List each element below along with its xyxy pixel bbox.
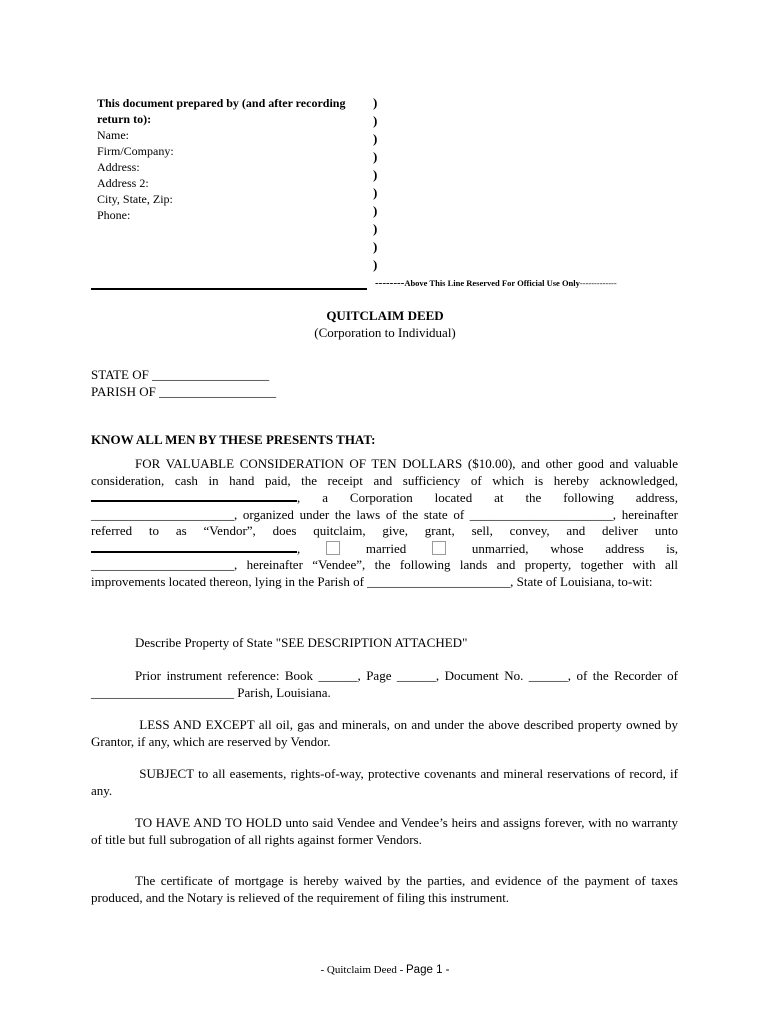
subject-paragraph	[91, 766, 678, 799]
preparer-phone-label: Phone:	[97, 208, 131, 222]
habendum-text: TO HAVE AND TO HOLD unto said Vendee and Vendee’s heirs and assigns forever, with no warranty of title but full subrogation of all rights against former Vendors.	[91, 815, 678, 847]
paren: )	[373, 239, 378, 254]
jurisdiction-block	[91, 366, 276, 400]
less-except-text: LESS AND EXCEPT all oil, gas and minerals, on and under the above described property owned by Grantor, if any, which are reserved by Vendor.	[91, 717, 678, 749]
paren: )	[373, 203, 378, 218]
prior-instrument-paragraph	[91, 668, 678, 701]
preparer-heading: This document prepared by (and after recording return to):	[97, 96, 346, 126]
paren-column	[373, 94, 377, 274]
preparer-city-label: City, State, Zip:	[97, 192, 173, 206]
certificate-paragraph	[91, 873, 678, 906]
paren: )	[373, 131, 378, 146]
reserved-tail: -------------	[579, 278, 617, 288]
consideration-text-2: , a Corporation located at the following address, ______________________, organized under the laws of the state of ______________________, hereinafter referred to as “Vendor”, does quitclaim, give, grant, sell, convey, and deliver unto	[91, 490, 678, 538]
state-line: STATE OF __________________	[91, 367, 270, 382]
consideration-text-1: FOR VALUABLE CONSIDERATION OF TEN DOLLARS ($10.00), and other good and valuable consideration, cash in hand paid, the receipt and sufficiency of which is hereby acknowledged,	[91, 456, 678, 488]
consideration-text-4: unmarried, whose address is, ______________________, hereinafter “Vendee”, the following lands and property, together with all improvements located thereon, lying in the Parish of ______________________, State of Louisiana, to-wit:	[91, 540, 679, 589]
habendum-paragraph	[91, 815, 678, 848]
page-footer	[0, 964, 770, 976]
footer-page-number: Page 1 -	[406, 964, 450, 976]
prior-instrument-text: Prior instrument reference: Book ______, Page ______, Document No. ______, of the Recorder of ______________________ Parish, Louisiana.	[91, 668, 678, 700]
parish-line: PARISH OF __________________	[91, 384, 277, 399]
preparer-address2-label: Address 2:	[97, 176, 149, 190]
married-label: married	[365, 540, 407, 556]
preparer-firm-label: Firm/Company:	[97, 144, 174, 158]
paren: )	[373, 113, 378, 128]
paren: )	[373, 221, 378, 236]
reserved-notice	[375, 277, 617, 289]
reserved-lead: --------	[375, 277, 405, 289]
footer-doc-name: - Quitclaim Deed -	[320, 964, 407, 976]
unmarried-checkbox[interactable]	[432, 541, 446, 555]
preparer-block	[97, 95, 367, 223]
vendor-name-blank[interactable]	[91, 489, 297, 502]
paren: )	[373, 95, 378, 110]
describe-paragraph	[91, 635, 678, 652]
vendee-name-blank[interactable]	[91, 540, 297, 553]
preparer-address-label: Address:	[97, 160, 140, 174]
paren: )	[373, 257, 378, 272]
paren: )	[373, 185, 378, 200]
consideration-text-3: ,	[297, 540, 301, 556]
preparer-signature-line	[91, 288, 367, 290]
describe-text: Describe Property of State "SEE DESCRIPTION ATTACHED"	[135, 635, 468, 650]
know-all-men-heading: KNOW ALL MEN BY THESE PRESENTS THAT:	[91, 432, 376, 447]
reserved-text: Above This Line Reserved For Official Use Only	[404, 278, 580, 288]
paren: )	[373, 149, 378, 164]
document-subtitle: (Corporation to Individual)	[314, 325, 456, 340]
less-except-paragraph	[91, 717, 678, 750]
document-title: QUITCLAIM DEED	[326, 308, 444, 323]
preparer-name-label: Name:	[97, 128, 129, 142]
certificate-text: The certificate of mortgage is hereby waived by the parties, and evidence of the payment of taxes produced, and the Notary is relieved of the requirement of filing this instrument.	[91, 873, 678, 905]
consideration-paragraph	[91, 456, 678, 590]
paren: )	[373, 167, 378, 182]
subject-text: SUBJECT to all easements, rights-of-way, protective covenants and mineral reservations of record, if any.	[91, 766, 678, 798]
married-checkbox[interactable]	[326, 541, 340, 555]
